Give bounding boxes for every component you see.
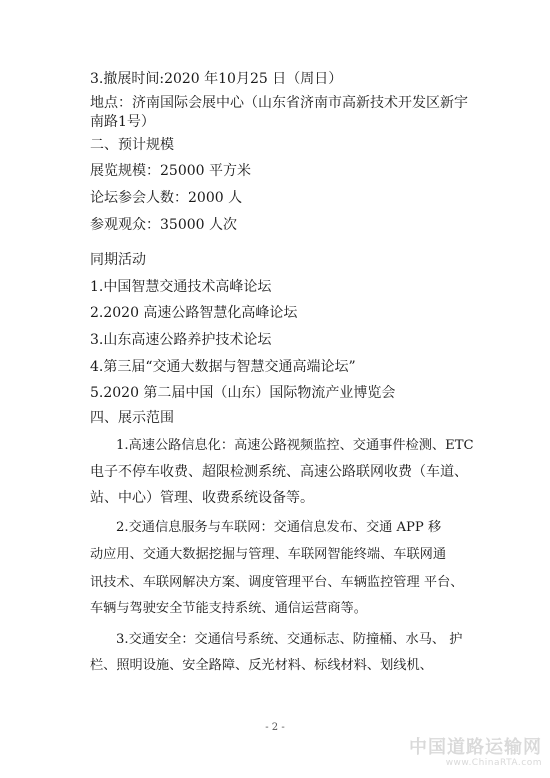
text-line-exhibition-area: 展览规模：25000 平方米	[90, 163, 251, 179]
text-line-visitors: 参观观众：35000 人次	[90, 217, 237, 233]
scope-item-2-line-2: 动应用、交通大数据挖掘与管理、车联网智能终端、车联网通	[90, 547, 447, 562]
section-heading-scale: 二、预计规模	[90, 137, 174, 153]
list-item-event-1: 1.中国智慧交通技术高峰论坛	[90, 279, 272, 295]
text-line-venue-continued: 南路1号）	[90, 114, 155, 130]
section-heading-concurrent-events: 同期活动	[90, 252, 146, 268]
scope-item-2-line-1: 2.交通信息服务与车联网：交通信息发布、交通 APP 移	[116, 520, 442, 535]
site-watermark	[409, 738, 542, 768]
text-line-exhibition-removal-time: 3.撤展时间:2020 年10月25 日（周日）	[90, 71, 343, 87]
scope-item-1-line-2: 电子不停车收费、超限检测系统、高速公路联网收费（车道、	[90, 464, 468, 480]
scope-item-3-line-2: 栏、照明设施、安全路障、反光材料、标线材料、划线机、	[90, 658, 433, 673]
text-line-forum-attendees: 论坛参会人数：2000 人	[90, 190, 243, 206]
watermark-logo-text: 中国道路运输网	[409, 737, 542, 758]
list-item-event-3: 3.山东高速公路养护技术论坛	[90, 332, 272, 348]
watermark-url: www.ChinaRTA.com	[445, 758, 542, 768]
scope-item-2-line-4: 车辆与驾驶安全节能支持系统、通信运营商等。	[90, 601, 367, 616]
list-item-event-4: 4.第三届“交通大数据与智慧交通高端论坛”	[90, 359, 356, 375]
page-number: - 2 -	[265, 722, 285, 733]
scope-item-2-line-3: 讯技术、车联网解决方案、调度管理平台、车辆监控管理 平台、	[90, 575, 464, 590]
scope-item-1-line-3: 站、中心）管理、收费系统设备等。	[90, 490, 314, 506]
text-line-venue: 地点：济南国际会展中心（山东省济南市高新技术开发区新宇	[90, 95, 468, 111]
scope-item-1-line-1: 1.高速公路信息化：高速公路视频监控、交通事件检测、ETC	[116, 438, 474, 453]
scope-item-3-line-1: 3.交通安全：交通信号系统、交通标志、防撞桶、水马、 护	[116, 632, 463, 647]
list-item-event-2: 2.2020 高速公路智慧化高峰论坛	[90, 305, 298, 321]
section-heading-display-scope: 四、展示范围	[90, 410, 174, 426]
list-item-event-5: 5.2020 第二届中国（山东）国际物流产业博览会	[90, 385, 396, 401]
